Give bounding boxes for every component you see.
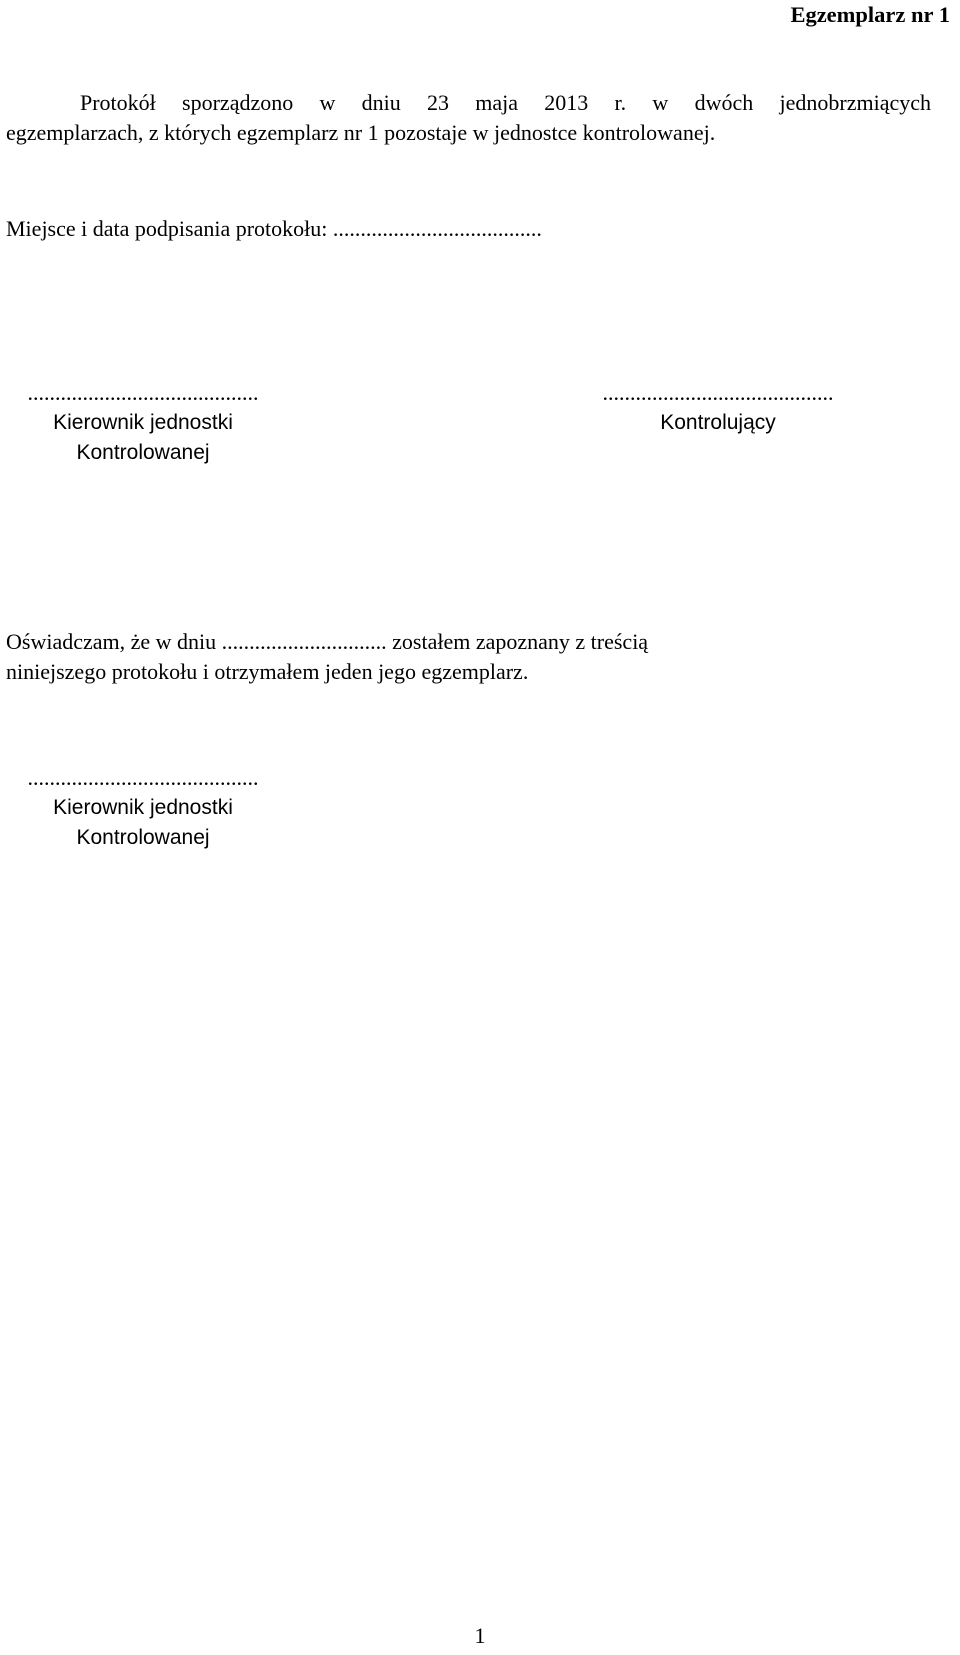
statement-line-2: niniejszego protokołu i otrzymałem jeden jego egzemplarz. (6, 659, 529, 684)
place-date-line: Miejsce i data podpisania protokołu: ...................................... (6, 216, 542, 241)
signature-line: .......................................... (27, 380, 259, 405)
signature-line: .......................................... (27, 765, 259, 790)
protocol-intro-paragraph (6, 88, 931, 148)
signature-block-acknowledgement (0, 763, 286, 853)
copy-number-header: Egzemplarz nr 1 (790, 2, 950, 27)
signature-role: Kierownik jednostki (53, 411, 233, 434)
signature-role-cont: Kontrolowanej (76, 826, 210, 849)
signature-role: Kontrolujący (660, 411, 776, 434)
signature-line: .......................................... (602, 380, 834, 405)
acknowledgement-statement (6, 627, 648, 687)
intro-line-1 (6, 88, 931, 118)
statement-line-1: Oświadczam, że w dniu .............................. zostałem zapoznany z treścią (6, 629, 649, 654)
page-number: 1 (474, 1623, 486, 1648)
signature-role: Kierownik jednostki (53, 796, 233, 819)
intro-line-1-text: Protokół sporządzono w dniu 23 maja 2013 r. w dwóch jednobrzmiących (80, 90, 931, 115)
signature-role-cont: Kontrolowanej (76, 441, 210, 464)
signature-block-inspector (584, 378, 852, 438)
intro-line-2: egzemplarzach, z których egzemplarz nr 1 pozostaje w jednostce kontrolowanej. (6, 120, 716, 145)
signature-block-unit-head (0, 378, 286, 468)
